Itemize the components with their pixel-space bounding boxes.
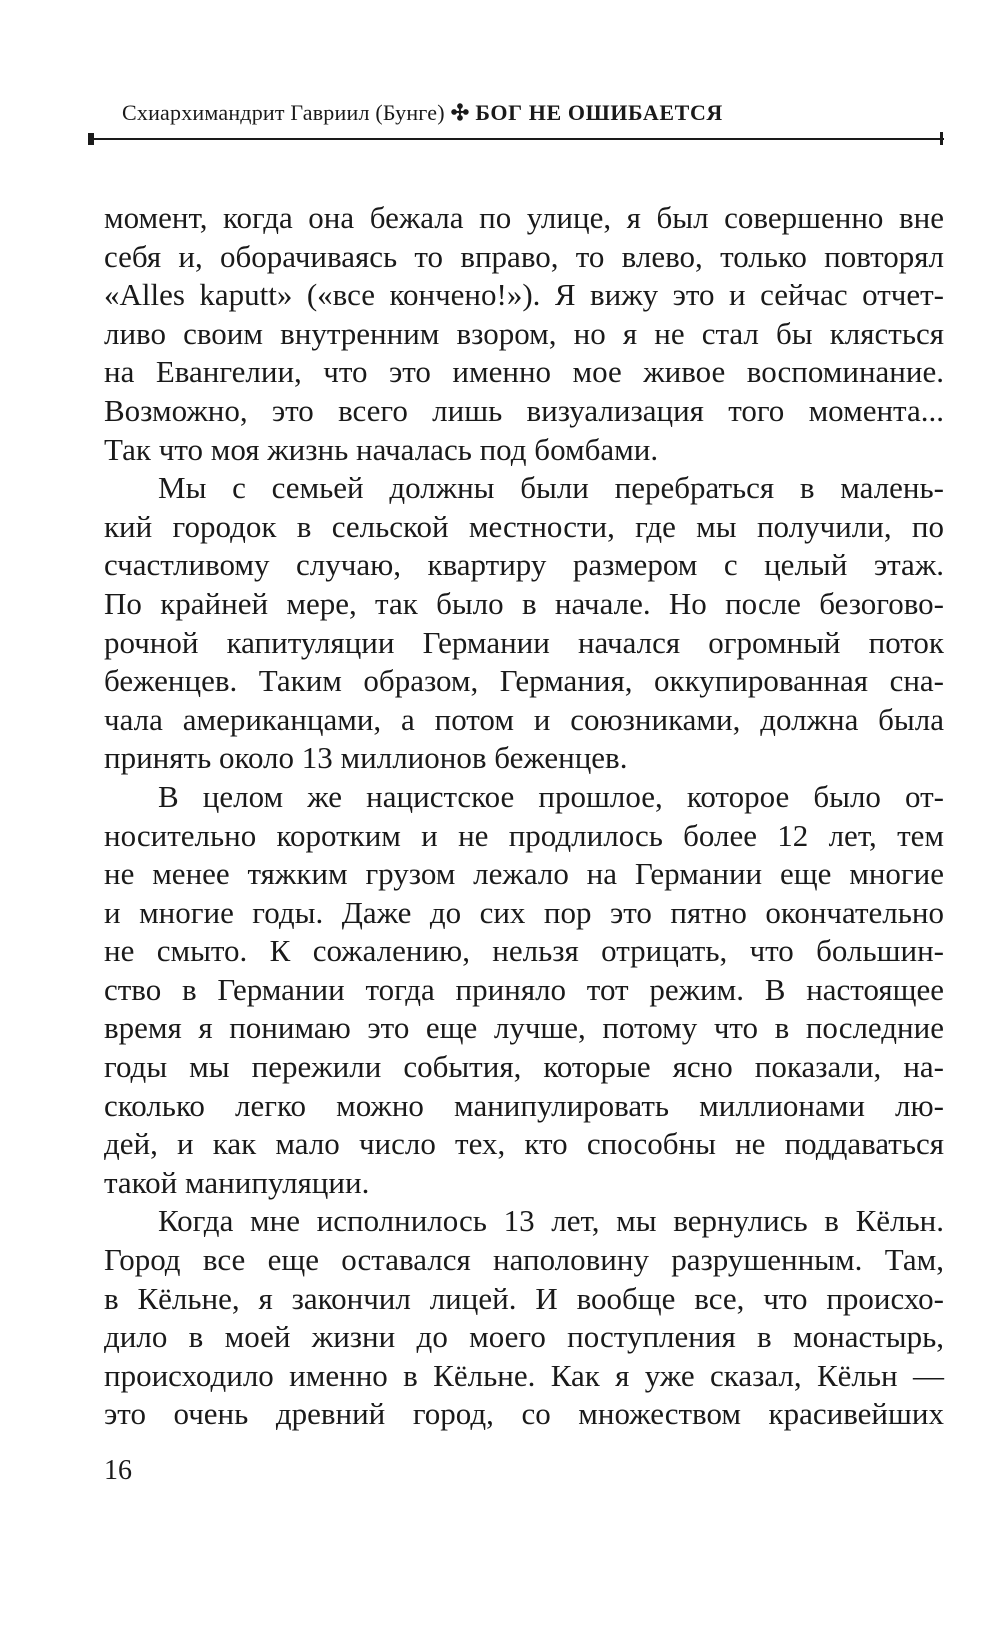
text-line: чала американцами, а потом и союзниками, должна была — [104, 701, 944, 737]
header-author: Схиархимандрит Гавриил (Бунге) — [122, 100, 445, 125]
text-line: такой манипуляции. — [104, 1164, 370, 1200]
header-rule-right-end — [940, 132, 943, 145]
text-line: носительно коротким и не продлилось более 12 лет, тем — [104, 817, 944, 853]
text-line: себя и, оборачиваясь то вправо, то влево, только повторял — [104, 238, 944, 274]
header-rule — [88, 138, 944, 140]
page-number: 16 — [104, 1455, 132, 1486]
body-text — [104, 199, 944, 1434]
text-line: дило в моей жизни до моего поступления в монастырь, — [104, 1319, 944, 1355]
paragraph — [104, 469, 944, 778]
text-line: счастливому случаю, квартиру размером с целый этаж. — [104, 547, 944, 583]
text-line: Когда мне исполнилось 13 лет, мы вернулись в Кёльн. — [158, 1203, 944, 1239]
text-line: ство в Германии тогда приняло тот режим. В настоящее — [104, 971, 944, 1007]
cross-separator-icon: ✣ — [450, 100, 470, 125]
header-book-title: БОГ НЕ ОШИБАЕТСЯ — [475, 100, 723, 125]
text-line: Так что моя жизнь началась под бомбами. — [104, 431, 659, 467]
text-line: на Евангелии, что это именно мое живое воспоминание. — [104, 354, 944, 390]
paragraph — [104, 1202, 944, 1434]
paragraph — [104, 778, 944, 1203]
text-line: «Alles kaputt» («все кончено!»). Я вижу это и сейчас отчет- — [104, 277, 944, 313]
text-line: В целом же нацистское прошлое, которое было от- — [158, 778, 944, 814]
text-line: принять около 13 миллионов беженцев. — [104, 740, 628, 776]
text-line: годы мы пережили события, которые ясно показали, на- — [104, 1049, 944, 1085]
running-header — [122, 100, 942, 126]
text-line: беженцев. Таким образом, Германия, оккупированная сна- — [104, 663, 944, 699]
text-line: момент, когда она бежала по улице, я был совершенно вне — [104, 200, 944, 235]
text-line: ливо своим внутренним взором, но я не стал бы клясться — [104, 315, 944, 351]
text-line: и многие годы. Даже до сих пор это пятно окончательно — [104, 894, 944, 930]
text-line: не смыто. К сожалению, нельзя отрицать, что большин- — [104, 933, 944, 969]
text-line: кий городок в сельской местности, где мы получили, по — [104, 508, 944, 544]
text-line: Мы с семьей должны были перебраться в малень- — [158, 470, 944, 506]
text-line: это очень древний город, со множеством красивейших — [104, 1396, 944, 1432]
header-rule-left-end — [88, 133, 94, 145]
text-line: время я понимаю это еще лучше, потому что в последние — [104, 1010, 944, 1046]
text-line: По крайней мере, так было в начале. Но после безогово- — [104, 585, 944, 621]
text-line: сколько легко можно манипулировать миллионами лю- — [104, 1087, 944, 1123]
text-line: в Кёльне, я закончил лицей. И вообще все, что происхо- — [104, 1280, 944, 1316]
paragraph — [104, 199, 944, 469]
text-line: не менее тяжким грузом лежало на Германии еще многие — [104, 856, 944, 892]
text-line: рочной капитуляции Германии начался огромный поток — [104, 624, 944, 660]
text-line: Возможно, это всего лишь визуализация того момента... — [104, 392, 944, 428]
text-line: происходило именно в Кёльне. Как я уже сказал, Кёльн — — [104, 1357, 944, 1393]
text-line: Город все еще оставался наполовину разрушенным. Там, — [104, 1242, 944, 1278]
text-line: дей, и как мало число тех, кто способны не поддаваться — [104, 1126, 944, 1162]
